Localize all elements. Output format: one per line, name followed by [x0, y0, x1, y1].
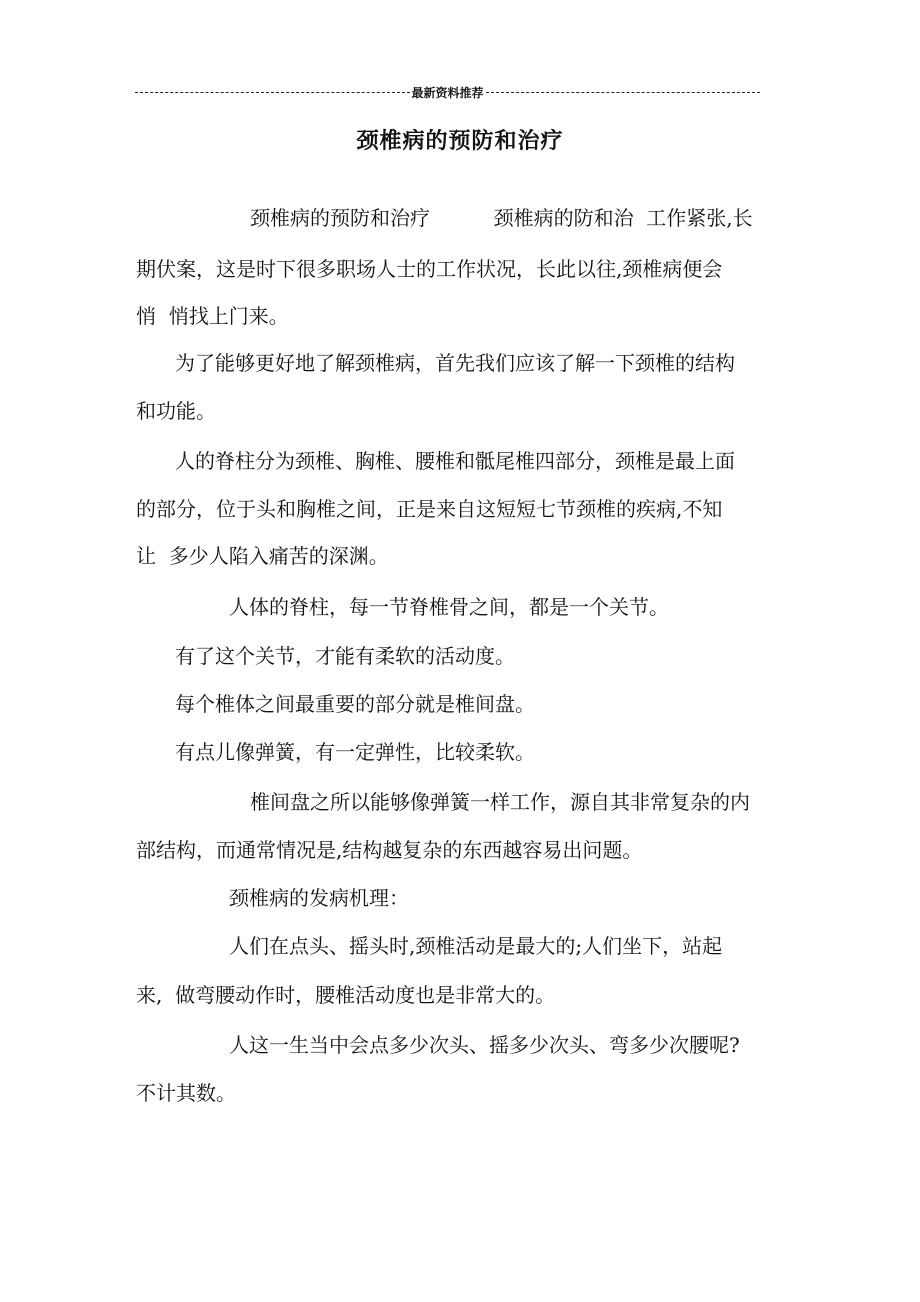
header-rule — [135, 82, 760, 102]
body-line: 颈椎病的发病机理： — [229, 886, 409, 910]
body-line: 颈椎病的预防和治疗 颈椎病的防和治 工作紧张,长 — [250, 206, 753, 230]
document-title: 颈椎病的预防和治疗 — [356, 129, 564, 154]
body-line: 有点儿像弹簧，有一定弹性，比较柔软。 — [175, 740, 535, 764]
body-line: 人们在点头、摇头时,颈椎活动是最大的;人们坐下，站起 — [229, 934, 723, 958]
body-line: 每个椎体之间最重要的部分就是椎间盘。 — [175, 692, 535, 716]
body-line: 期伏案，这是时下很多职场人士的工作状况，长此以往,颈椎病便会 — [136, 257, 723, 281]
body-line: 不计其数。 — [136, 1081, 236, 1105]
body-line: 人这一生当中会点多少次头、摇多少次头、弯多少次腰呢? — [229, 1033, 740, 1057]
body-line: 有了这个关节，才能有柔软的活动度。 — [175, 644, 515, 668]
body-line: 悄 悄找上门来。 — [136, 304, 289, 328]
body-line: 的部分，位于头和胸椎之间，正是来自这短短七节颈椎的疾病,不知 — [136, 497, 723, 521]
body-line: 来, 做弯腰动作时，腰椎活动度也是非常大的。 — [136, 983, 556, 1007]
body-line: 让 多少人陷入痛苦的深渊。 — [136, 544, 389, 568]
body-line: 和功能。 — [136, 399, 216, 423]
header-label: 最新资料推荐 — [411, 85, 484, 100]
header-dash-left — [135, 92, 410, 93]
body-line: 椎间盘之所以能够像弹簧一样工作，源自其非常复杂的内 — [250, 790, 750, 814]
body-line: 人体的脊柱，每一节脊椎骨之间，都是一个关节。 — [229, 595, 669, 619]
header-dash-right — [486, 92, 761, 93]
body-line: 部结构，而通常情况是,结构越复杂的东西越容易出问题。 — [136, 838, 643, 862]
body-line: 为了能够更好地了解颈椎病，首先我们应该了解一下颈椎的结构 — [175, 351, 735, 375]
body-line: 人的脊柱分为颈椎、胸椎、腰椎和骶尾椎四部分，颈椎是最上面 — [175, 449, 735, 473]
